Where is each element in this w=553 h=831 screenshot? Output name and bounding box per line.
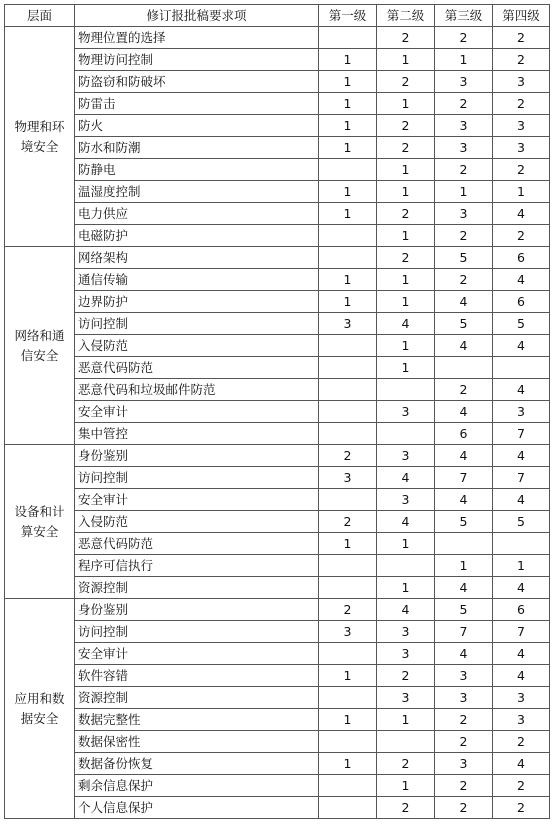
level-3-cell: 3: [435, 71, 493, 93]
level-2-cell: 3: [377, 401, 435, 423]
requirement-item-cell: 防盗窃和防破坏: [75, 71, 319, 93]
requirement-item-cell: 安全审计: [75, 643, 319, 665]
table-row: [5, 709, 550, 731]
level-4-cell: 4: [493, 643, 550, 665]
level-3-cell: 4: [435, 445, 493, 467]
level-2-cell: 4: [377, 599, 435, 621]
level-3-cell: 7: [435, 467, 493, 489]
level-4-cell: 3: [493, 687, 550, 709]
level-1-cell: 2: [319, 511, 377, 533]
level-2-cell: 2: [377, 797, 435, 819]
header-row: [5, 5, 550, 27]
level-3-cell: 3: [435, 115, 493, 137]
level-4-cell: [493, 357, 550, 379]
table-row: [5, 291, 550, 313]
level-3-cell: 2: [435, 225, 493, 247]
requirement-item-cell: 安全审计: [75, 489, 319, 511]
requirement-item-cell: 身份鉴别: [75, 599, 319, 621]
table-row: [5, 71, 550, 93]
level-4-cell: 1: [493, 555, 550, 577]
level-4-cell: 2: [493, 27, 550, 49]
level-3-cell: 5: [435, 247, 493, 269]
level-1-cell: 1: [319, 71, 377, 93]
level-1-cell: [319, 247, 377, 269]
level-3-cell: 2: [435, 797, 493, 819]
level-1-cell: 1: [319, 115, 377, 137]
layer-cell: 设备和计算安全: [5, 445, 75, 599]
level-3-cell: [435, 533, 493, 555]
table-row: [5, 797, 550, 819]
level-3-cell: 2: [435, 379, 493, 401]
header-requirement-item: 修订报批稿要求项: [75, 5, 319, 27]
table-row: [5, 445, 550, 467]
requirement-item-cell: 身份鉴别: [75, 445, 319, 467]
requirement-item-cell: 安全审计: [75, 401, 319, 423]
level-4-cell: 4: [493, 445, 550, 467]
table-row: [5, 335, 550, 357]
level-1-cell: [319, 27, 377, 49]
level-4-cell: 7: [493, 423, 550, 445]
level-3-cell: 2: [435, 93, 493, 115]
table-row: [5, 181, 550, 203]
requirement-item-cell: 剩余信息保护: [75, 775, 319, 797]
level-4-cell: 4: [493, 753, 550, 775]
level-1-cell: [319, 423, 377, 445]
level-3-cell: 1: [435, 555, 493, 577]
level-3-cell: [435, 357, 493, 379]
level-3-cell: 3: [435, 137, 493, 159]
level-1-cell: [319, 225, 377, 247]
level-1-cell: [319, 797, 377, 819]
table-row: [5, 467, 550, 489]
level-4-cell: 2: [493, 225, 550, 247]
level-1-cell: 3: [319, 313, 377, 335]
level-1-cell: [319, 687, 377, 709]
level-3-cell: 2: [435, 775, 493, 797]
requirement-item-cell: 物理访问控制: [75, 49, 319, 71]
header-level-4: 第四级: [493, 5, 550, 27]
level-3-cell: 6: [435, 423, 493, 445]
level-1-cell: 1: [319, 269, 377, 291]
level-2-cell: 1: [377, 775, 435, 797]
requirement-item-cell: 程序可信执行: [75, 555, 319, 577]
header-level-1: 第一级: [319, 5, 377, 27]
requirement-item-cell: 网络架构: [75, 247, 319, 269]
level-2-cell: 3: [377, 489, 435, 511]
table-row: [5, 621, 550, 643]
table-row: [5, 599, 550, 621]
level-4-cell: 7: [493, 467, 550, 489]
requirement-item-cell: 数据备份恢复: [75, 753, 319, 775]
requirement-item-cell: 物理位置的选择: [75, 27, 319, 49]
requirement-item-cell: 数据保密性: [75, 731, 319, 753]
level-2-cell: 1: [377, 225, 435, 247]
level-2-cell: 4: [377, 313, 435, 335]
requirement-item-cell: 入侵防范: [75, 511, 319, 533]
level-4-cell: 4: [493, 489, 550, 511]
level-1-cell: 1: [319, 709, 377, 731]
level-4-cell: 3: [493, 401, 550, 423]
table-row: [5, 93, 550, 115]
level-4-cell: 2: [493, 49, 550, 71]
level-3-cell: 2: [435, 27, 493, 49]
level-3-cell: 3: [435, 753, 493, 775]
level-2-cell: 1: [377, 93, 435, 115]
level-4-cell: 4: [493, 335, 550, 357]
table-row: [5, 533, 550, 555]
table-row: [5, 511, 550, 533]
level-1-cell: 1: [319, 203, 377, 225]
table-row: [5, 49, 550, 71]
table-row: [5, 731, 550, 753]
table-row: [5, 269, 550, 291]
table-row: [5, 489, 550, 511]
requirement-item-cell: 软件容错: [75, 665, 319, 687]
level-2-cell: [377, 555, 435, 577]
level-2-cell: 3: [377, 687, 435, 709]
level-1-cell: [319, 335, 377, 357]
table-row: [5, 379, 550, 401]
level-4-cell: 4: [493, 665, 550, 687]
table-row: [5, 577, 550, 599]
level-4-cell: 4: [493, 269, 550, 291]
level-2-cell: 1: [377, 269, 435, 291]
level-3-cell: 2: [435, 731, 493, 753]
level-2-cell: 1: [377, 533, 435, 555]
level-3-cell: 2: [435, 709, 493, 731]
level-1-cell: 1: [319, 181, 377, 203]
level-1-cell: 1: [319, 753, 377, 775]
level-1-cell: [319, 577, 377, 599]
requirement-item-cell: 访问控制: [75, 621, 319, 643]
table-row: [5, 665, 550, 687]
level-4-cell: 5: [493, 313, 550, 335]
requirement-item-cell: 恶意代码防范: [75, 533, 319, 555]
table-row: [5, 401, 550, 423]
level-3-cell: 5: [435, 511, 493, 533]
level-1-cell: 2: [319, 599, 377, 621]
layer-cell: 网络和通信安全: [5, 247, 75, 445]
level-3-cell: 1: [435, 49, 493, 71]
level-2-cell: 2: [377, 115, 435, 137]
table-row: [5, 203, 550, 225]
requirement-item-cell: 访问控制: [75, 313, 319, 335]
requirement-item-cell: 边界防护: [75, 291, 319, 313]
level-3-cell: 2: [435, 159, 493, 181]
level-4-cell: 2: [493, 93, 550, 115]
requirement-item-cell: 恶意代码和垃圾邮件防范: [75, 379, 319, 401]
level-4-cell: 3: [493, 137, 550, 159]
level-2-cell: [377, 423, 435, 445]
table-row: [5, 643, 550, 665]
level-2-cell: 4: [377, 467, 435, 489]
level-2-cell: 1: [377, 577, 435, 599]
level-2-cell: 2: [377, 753, 435, 775]
table-row: [5, 247, 550, 269]
level-1-cell: [319, 555, 377, 577]
level-2-cell: [377, 731, 435, 753]
level-1-cell: 1: [319, 93, 377, 115]
level-1-cell: [319, 401, 377, 423]
level-4-cell: 2: [493, 797, 550, 819]
requirement-item-cell: 电磁防护: [75, 225, 319, 247]
level-4-cell: 3: [493, 115, 550, 137]
table-row: [5, 137, 550, 159]
header-layer: 层面: [5, 5, 75, 27]
level-2-cell: 2: [377, 27, 435, 49]
level-2-cell: 1: [377, 357, 435, 379]
requirement-item-cell: 防火: [75, 115, 319, 137]
level-1-cell: [319, 775, 377, 797]
table-row: [5, 753, 550, 775]
level-4-cell: 6: [493, 247, 550, 269]
table-row: [5, 555, 550, 577]
level-1-cell: [319, 159, 377, 181]
level-3-cell: 4: [435, 401, 493, 423]
level-3-cell: 4: [435, 335, 493, 357]
level-3-cell: 7: [435, 621, 493, 643]
level-3-cell: 3: [435, 687, 493, 709]
level-1-cell: 1: [319, 49, 377, 71]
requirements-table-container: [4, 4, 549, 819]
level-1-cell: 1: [319, 665, 377, 687]
level-2-cell: [377, 379, 435, 401]
table-row: [5, 225, 550, 247]
level-3-cell: 4: [435, 577, 493, 599]
level-1-cell: 2: [319, 445, 377, 467]
level-2-cell: 2: [377, 665, 435, 687]
level-2-cell: 1: [377, 335, 435, 357]
header-level-2: 第二级: [377, 5, 435, 27]
level-4-cell: 2: [493, 731, 550, 753]
level-4-cell: 4: [493, 577, 550, 599]
level-2-cell: 2: [377, 137, 435, 159]
requirement-item-cell: 温湿度控制: [75, 181, 319, 203]
level-1-cell: 1: [319, 137, 377, 159]
level-2-cell: 4: [377, 511, 435, 533]
level-4-cell: [493, 533, 550, 555]
requirement-item-cell: 入侵防范: [75, 335, 319, 357]
level-2-cell: 1: [377, 709, 435, 731]
level-2-cell: 3: [377, 643, 435, 665]
level-3-cell: 1: [435, 181, 493, 203]
level-4-cell: 4: [493, 203, 550, 225]
level-3-cell: 5: [435, 599, 493, 621]
table-row: [5, 313, 550, 335]
layer-cell: 物理和环境安全: [5, 27, 75, 247]
level-4-cell: 7: [493, 621, 550, 643]
requirements-table: [4, 4, 550, 819]
level-2-cell: 1: [377, 291, 435, 313]
level-4-cell: 6: [493, 291, 550, 313]
requirement-item-cell: 访问控制: [75, 467, 319, 489]
requirement-item-cell: 防水和防潮: [75, 137, 319, 159]
level-1-cell: 3: [319, 621, 377, 643]
table-row: [5, 687, 550, 709]
level-1-cell: 3: [319, 467, 377, 489]
requirement-item-cell: 集中管控: [75, 423, 319, 445]
level-1-cell: [319, 643, 377, 665]
level-1-cell: [319, 731, 377, 753]
level-4-cell: 2: [493, 159, 550, 181]
layer-cell: 应用和数据安全: [5, 599, 75, 819]
level-4-cell: 3: [493, 709, 550, 731]
level-1-cell: [319, 489, 377, 511]
level-4-cell: 1: [493, 181, 550, 203]
level-4-cell: 2: [493, 775, 550, 797]
requirement-item-cell: 防雷击: [75, 93, 319, 115]
level-1-cell: 1: [319, 533, 377, 555]
level-3-cell: 2: [435, 269, 493, 291]
level-1-cell: [319, 379, 377, 401]
requirement-item-cell: 恶意代码防范: [75, 357, 319, 379]
level-4-cell: 4: [493, 379, 550, 401]
level-3-cell: 4: [435, 643, 493, 665]
level-2-cell: 2: [377, 203, 435, 225]
level-3-cell: 3: [435, 203, 493, 225]
level-4-cell: 6: [493, 599, 550, 621]
requirement-item-cell: 资源控制: [75, 577, 319, 599]
level-2-cell: 1: [377, 159, 435, 181]
level-2-cell: 1: [377, 49, 435, 71]
level-3-cell: 5: [435, 313, 493, 335]
requirement-item-cell: 资源控制: [75, 687, 319, 709]
level-4-cell: 3: [493, 71, 550, 93]
table-row: [5, 357, 550, 379]
header-level-3: 第三级: [435, 5, 493, 27]
table-row: [5, 159, 550, 181]
requirement-item-cell: 防静电: [75, 159, 319, 181]
level-3-cell: 4: [435, 489, 493, 511]
level-2-cell: 2: [377, 71, 435, 93]
requirement-item-cell: 个人信息保护: [75, 797, 319, 819]
table-row: [5, 423, 550, 445]
requirement-item-cell: 电力供应: [75, 203, 319, 225]
level-2-cell: 1: [377, 181, 435, 203]
level-3-cell: 3: [435, 665, 493, 687]
table-row: [5, 115, 550, 137]
table-row: [5, 775, 550, 797]
table-body: [5, 27, 550, 819]
level-2-cell: 3: [377, 621, 435, 643]
table-row: [5, 27, 550, 49]
level-2-cell: 3: [377, 445, 435, 467]
level-1-cell: [319, 357, 377, 379]
requirement-item-cell: 数据完整性: [75, 709, 319, 731]
level-4-cell: 5: [493, 511, 550, 533]
level-1-cell: 1: [319, 291, 377, 313]
requirement-item-cell: 通信传输: [75, 269, 319, 291]
level-2-cell: 2: [377, 247, 435, 269]
level-3-cell: 4: [435, 291, 493, 313]
